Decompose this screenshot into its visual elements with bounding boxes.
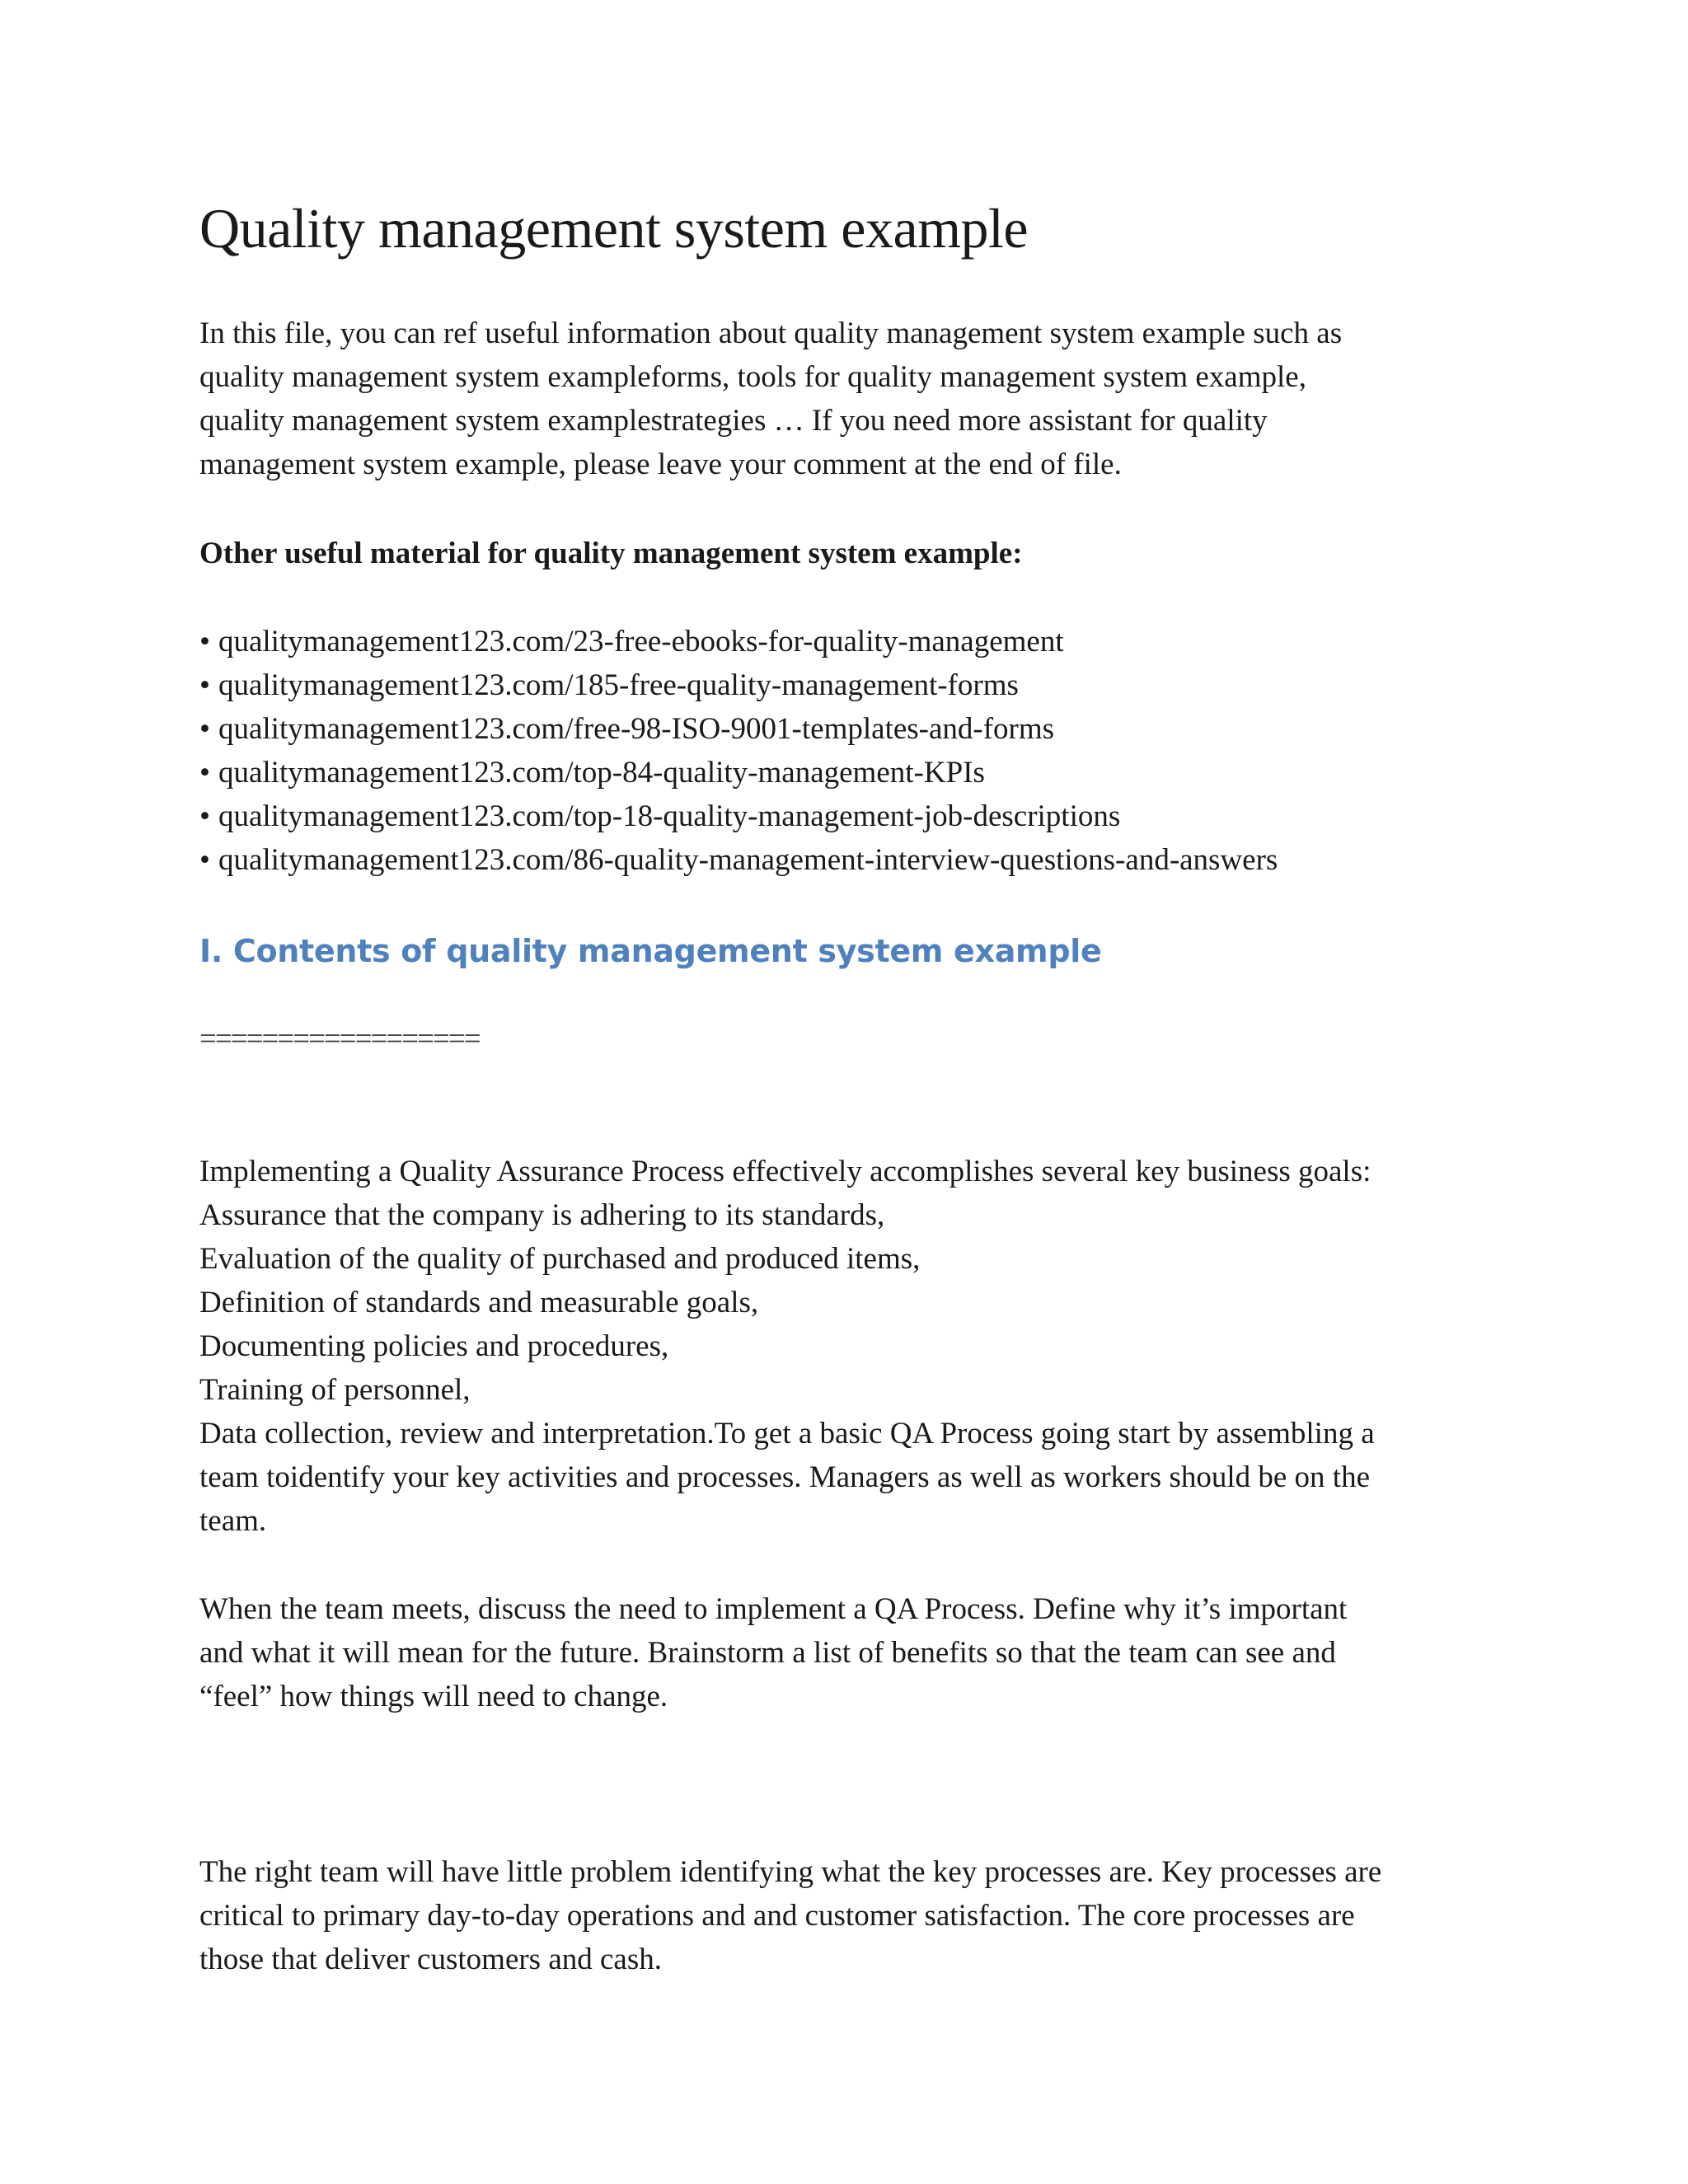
body-line: Implementing a Quality Assurance Process effectively accomplishes several key business goals: — [199, 1155, 1372, 1188]
resource-link-item[interactable] — [199, 663, 1502, 707]
bullet-icon: • — [199, 712, 210, 746]
bullet-icon: • — [199, 668, 210, 702]
resource-link-list — [199, 620, 1502, 882]
body-line: critical to primary day-to-day operations and and customer satisfaction. The core processes are — [199, 1899, 1355, 1933]
intro-line: management system example, please leave your comment at the end of file. — [199, 448, 1122, 481]
resource-link-item[interactable] — [199, 838, 1502, 882]
intro-paragraph — [199, 312, 1502, 486]
body-line: Documenting policies and procedures, — [199, 1329, 669, 1363]
resource-link-item[interactable] — [199, 707, 1502, 751]
body-line: Definition of standards and measurable goals, — [199, 1286, 759, 1319]
resource-link-item[interactable] — [199, 620, 1502, 663]
body-line: The right team will have little problem identifying what the key processes are. Key processes are — [199, 1855, 1382, 1889]
body-line: Training of personnel, — [199, 1373, 471, 1407]
resource-link[interactable]: qualitymanagement123.com/top-18-quality-management-job-descriptions — [218, 799, 1121, 833]
document-title: Quality management system example — [199, 197, 1029, 260]
section-heading: I. Contents of quality management system example — [199, 933, 1102, 969]
bullet-icon: • — [199, 843, 210, 877]
body-line: When the team meets, discuss the need to implement a QA Process. Define why it’s important — [199, 1592, 1348, 1626]
separator-line: ================== — [199, 1022, 480, 1056]
body-line: team. — [199, 1504, 267, 1538]
bullet-icon: • — [199, 756, 210, 790]
body-line: “feel” how things will need to change. — [199, 1680, 668, 1713]
bullet-icon: • — [199, 625, 210, 658]
resource-link[interactable]: qualitymanagement123.com/free-98-ISO-9001-templates-and-forms — [218, 712, 1055, 746]
resource-link-item[interactable] — [199, 794, 1502, 838]
intro-line: quality management system exampleforms, tools for quality management system example, — [199, 360, 1306, 394]
bullet-icon: • — [199, 799, 210, 833]
body-line: and what it will mean for the future. Brainstorm a list of benefits so that the team can see and — [199, 1636, 1336, 1670]
resource-link[interactable]: qualitymanagement123.com/23-free-ebooks-for-quality-management — [218, 625, 1064, 658]
body-paragraph-qa-process — [199, 1150, 1502, 1543]
other-material-heading: Other useful material for quality management system example: — [199, 537, 1023, 570]
resource-link-item[interactable] — [199, 751, 1502, 794]
resource-link[interactable]: qualitymanagement123.com/86-quality-management-interview-questions-and-answers — [218, 843, 1278, 877]
body-line: those that deliver customers and cash. — [199, 1943, 662, 1976]
body-paragraph-key-processes — [199, 1850, 1502, 1981]
resource-link[interactable]: qualitymanagement123.com/top-84-quality-management-KPIs — [218, 756, 985, 790]
resource-link[interactable]: qualitymanagement123.com/185-free-quality-management-forms — [218, 668, 1019, 702]
body-line: Evaluation of the quality of purchased and produced items, — [199, 1242, 921, 1276]
body-line: Assurance that the company is adhering to its standards, — [199, 1198, 885, 1232]
intro-line: In this file, you can ref useful information about quality management system example such as — [199, 316, 1343, 350]
body-line: team toidentify your key activities and processes. Managers as well as workers should be on the — [199, 1460, 1371, 1494]
body-paragraph-team-meets — [199, 1587, 1502, 1718]
body-line: Data collection, review and interpretation.To get a basic QA Process going start by assembling a — [199, 1417, 1375, 1451]
intro-line: quality management system examplestrategies … If you need more assistant for quality — [199, 404, 1268, 438]
